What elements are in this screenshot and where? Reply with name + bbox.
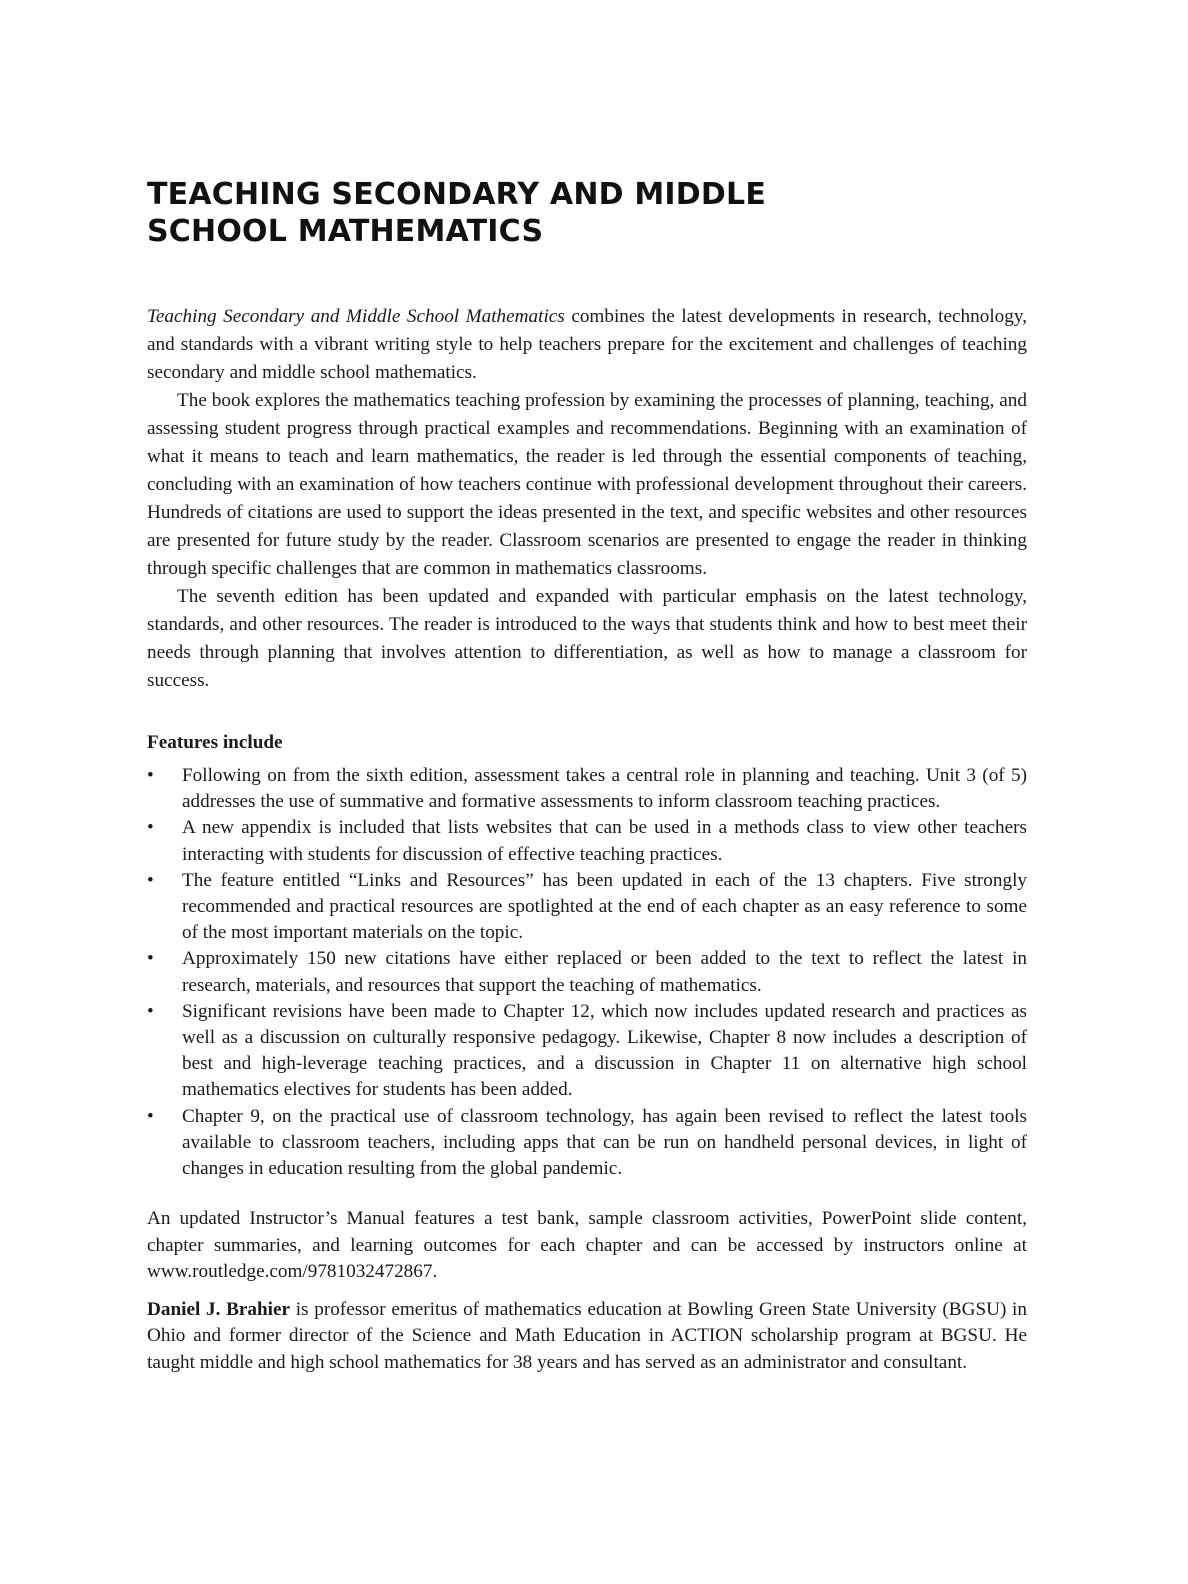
bullet-icon: •: [147, 869, 154, 891]
intro-paragraph-1: [147, 303, 1027, 387]
feature-item: [147, 946, 1027, 998]
feature-item: [147, 1104, 1027, 1183]
feature-text: Significant revisions have been made to Chapter 12, which now includes updated research and practices as well as a discussion on culturally responsive pedagogy. Likewise, Chapter 8 now includes a description of best and high-leverage teaching practices, and a discussion in Chapter 11 on alternative high school mathematics electives for students has been added.: [182, 1000, 1027, 1101]
feature-text: A new appendix is included that lists websites that can be used in a methods class to view other teachers interacting with students for discussion of effective teaching practices.: [182, 817, 1027, 865]
book-title: [147, 176, 766, 250]
bullet-icon: •: [147, 1000, 154, 1022]
feature-item: [147, 815, 1027, 867]
bullet-icon: •: [147, 1105, 154, 1127]
author-bio: [147, 1297, 1027, 1377]
features-list: [147, 763, 1027, 1182]
author-name: Daniel J. Brahier: [147, 1298, 291, 1320]
feature-item: [147, 999, 1027, 1104]
feature-item: [147, 763, 1027, 815]
author-bio-text: is professor emeritus of mathematics education at Bowling Green State University (BGSU) in Ohio and former director of the Science and Math Education in ACTION scholarship program at BGSU. He taught middle and high school mathematics for 38 years and has served as an administrator and consultant.: [147, 1298, 1027, 1373]
book-title-italic: Teaching Secondary and Middle School Mathematics: [147, 306, 565, 327]
feature-item: [147, 868, 1027, 947]
feature-text: The feature entitled “Links and Resources” has been updated in each of the 13 chapters. Five strongly recommended and practical resources are spotlighted at the end of each chapter as an easy reference to some of the most important materials on the topic.: [182, 869, 1027, 944]
bullet-icon: •: [147, 948, 154, 970]
feature-text: Approximately 150 new citations have either replaced or been added to the text to reflect the latest in research, materials, and resources that support the teaching of mathematics.: [182, 948, 1027, 996]
book-title-line-1: TEACHING SECONDARY AND MIDDLE: [147, 177, 767, 212]
book-description: [147, 303, 1027, 1376]
bullet-icon: •: [147, 765, 154, 786]
intro-paragraph-2: The book explores the mathematics teaching profession by examining the processes of planning, teaching, and assessing student progress through practical examples and recommendations. Beginning with an examination of what it means to teach and learn mathematics, the reader is led through the essential components of teaching, concluding with an examination of how teachers continue with professional development throughout their careers. Hundreds of citations are used to support the ideas presented in the text, and specific websites and other resources are presented for future study by the reader. Classroom scenarios are presented to engage the reader in thinking through specific challenges that are common in mathematics classrooms.: [147, 390, 1027, 579]
features-heading: Features include: [147, 732, 283, 753]
intro-paragraph-1-text: combines the latest developments in research, technology, and standards with a vibrant writing style to help teachers prepare for the excitement and challenges of teaching secondary and middle school mathematics.: [147, 306, 1027, 383]
bullet-icon: •: [147, 817, 154, 839]
feature-text: Chapter 9, on the practical use of classroom technology, has again been revised to reflect the latest tools available to classroom teachers, including apps that can be run on handheld personal devices, in light of changes in education resulting from the global pandemic.: [182, 1105, 1027, 1180]
book-title-line-2: SCHOOL MATHEMATICS: [147, 214, 544, 249]
intro-paragraph-3: The seventh edition has been updated and expanded with particular emphasis on the latest technology, standards, and other resources. The reader is introduced to the ways that students think and how to best meet their needs through planning that involves attention to differentiation, as well as how to manage a classroom for success.: [147, 586, 1027, 691]
instructor-manual-note: An updated Instructor’s Manual features a test bank, sample classroom activities, PowerPoint slide content, chapter summaries, and learning outcomes for each chapter and can be accessed by instructors online at www.routledge.com/9781032472867.: [147, 1208, 1027, 1283]
feature-text: Following on from the sixth edition, assessment takes a central role in planning and teaching. Unit 3 (of 5) addresses the use of summative and formative assessments to inform classroom teaching practices.: [182, 765, 1027, 813]
